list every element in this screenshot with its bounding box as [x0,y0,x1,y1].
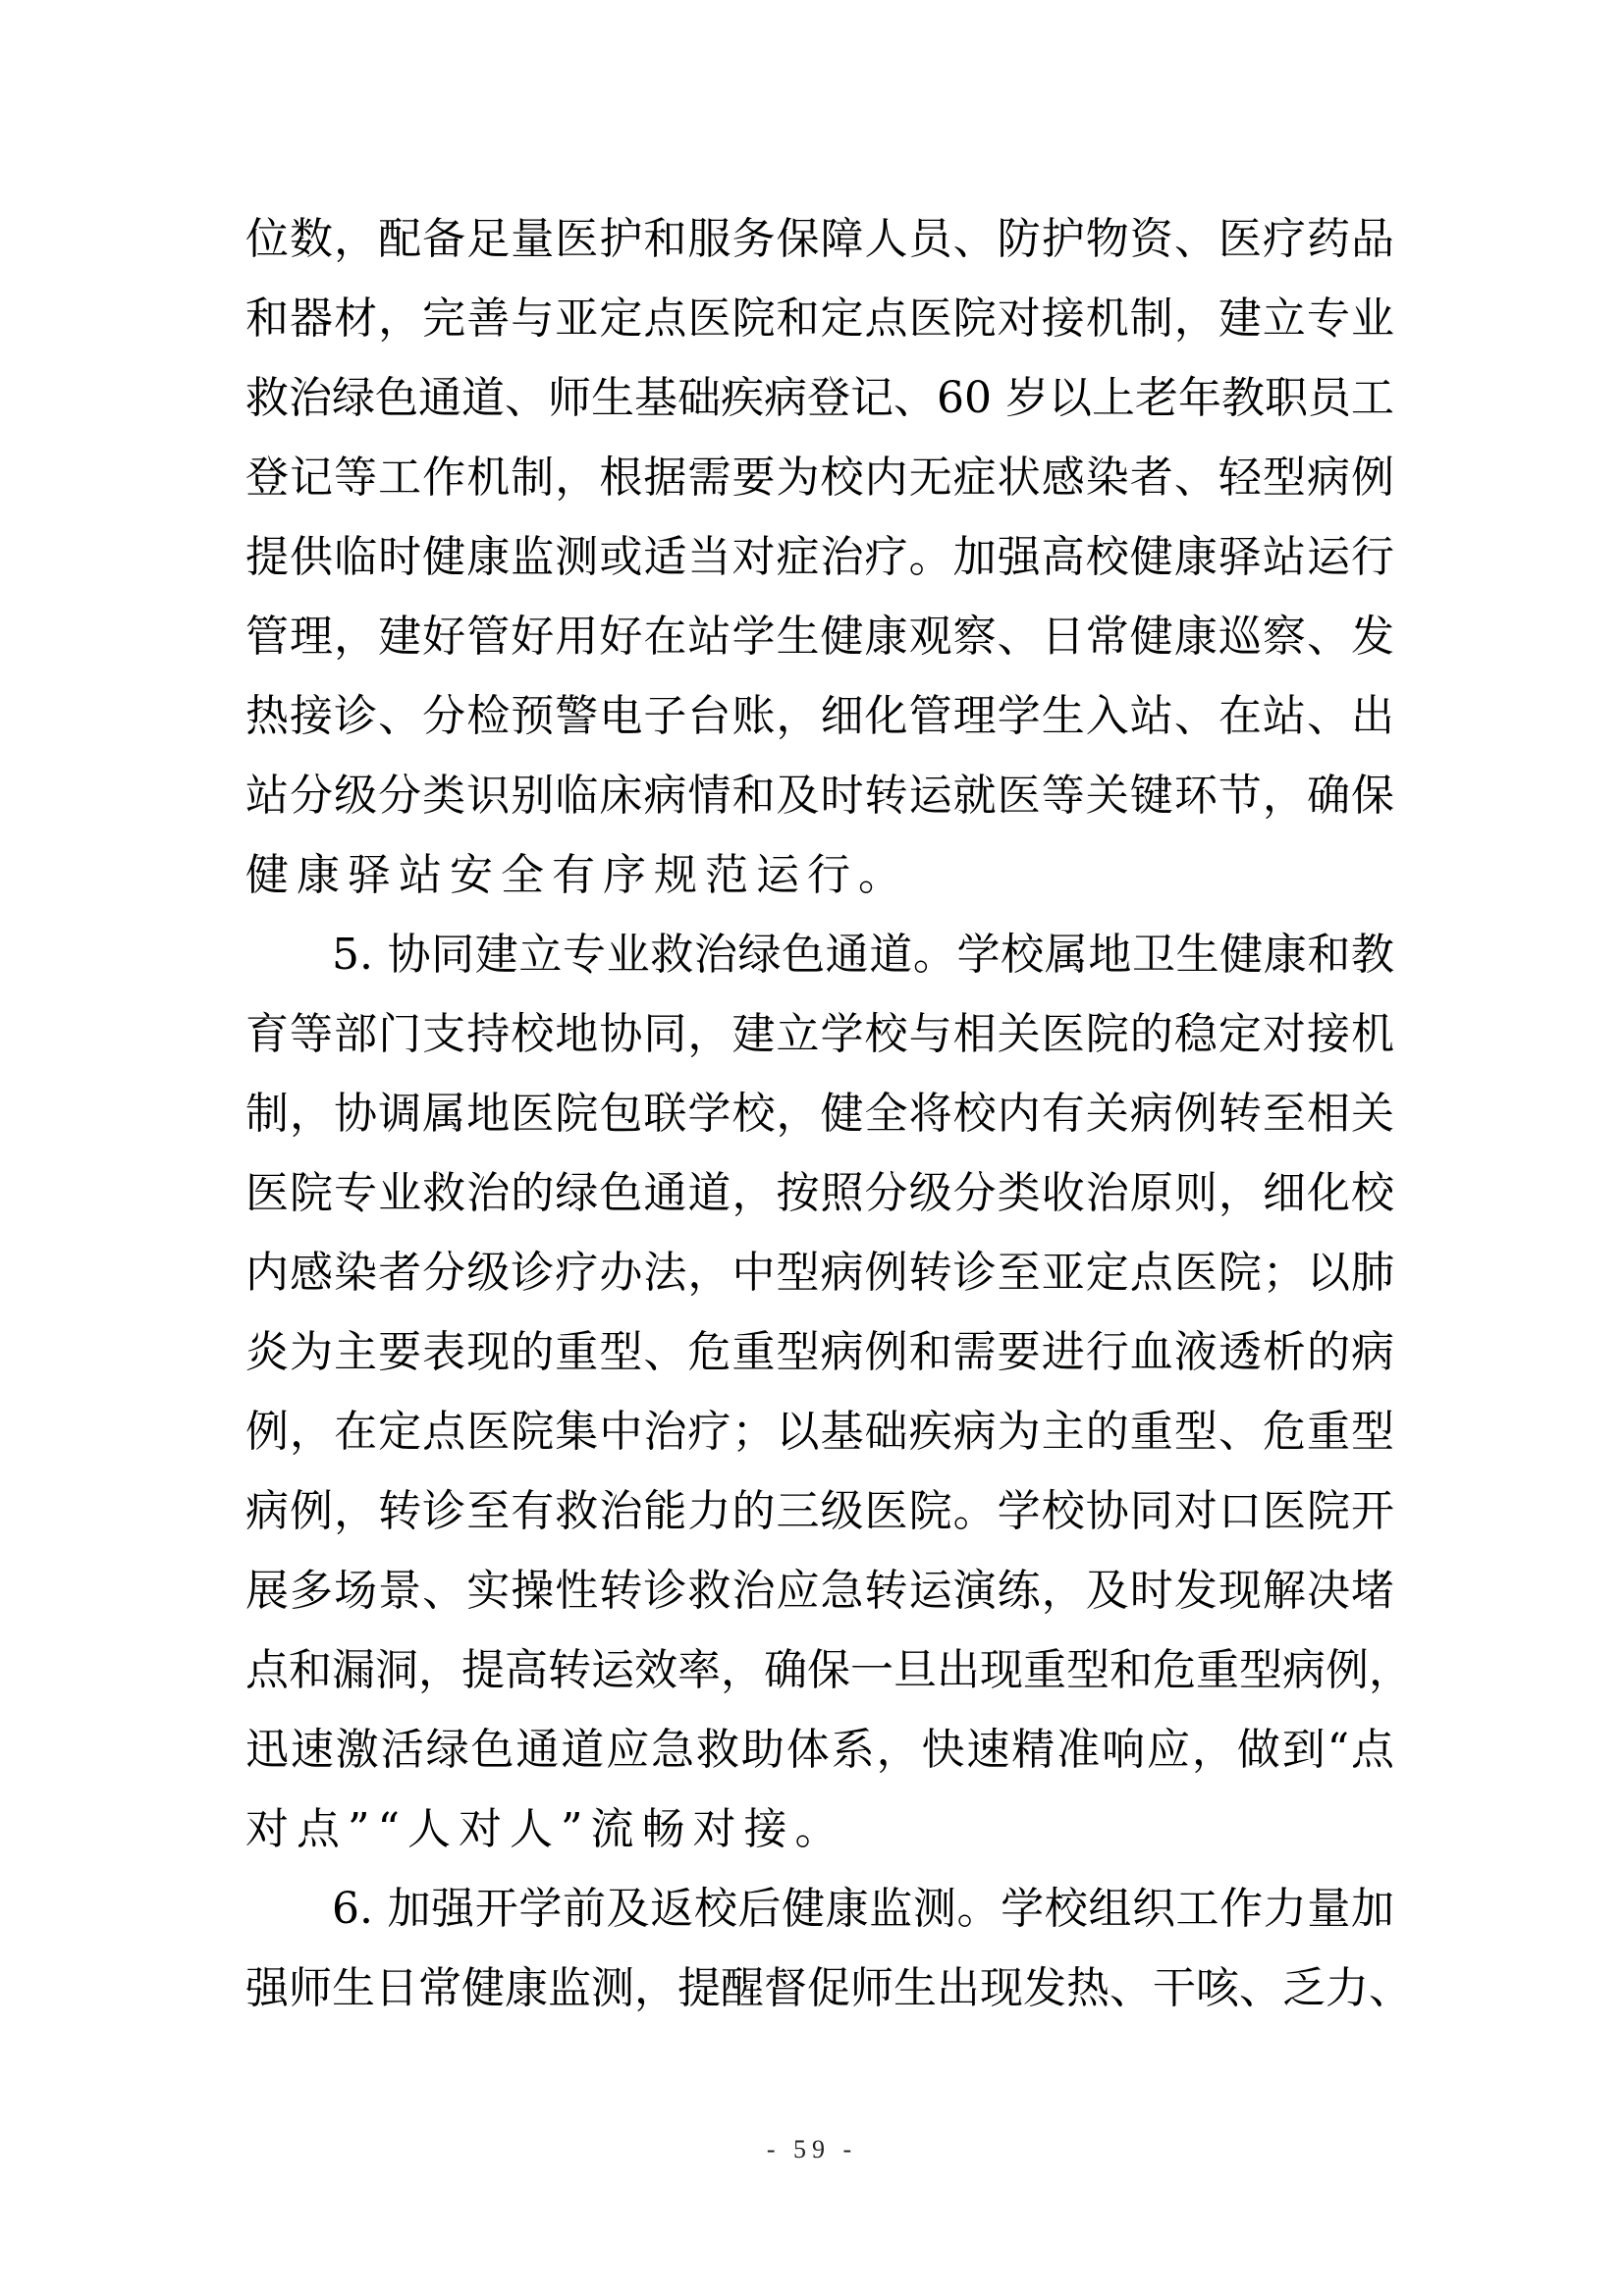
text-line: 医院专业救治的绿色通道，按照分级分类收治原则，细化校 [245,1168,1394,1218]
text-line: 内感染者分级诊疗办法，中型病例转诊至亚定点医院；以肺 [245,1248,1394,1298]
paragraph-heading-line: 5. 协同建立专业救治绿色通道。学校属地卫生健康和教 [332,930,1394,980]
text-line: 迅速激活绿色通道应急救助体系，快速精准响应，做到“点 [245,1725,1394,1775]
text-line: 育等部门支持校地协同，建立学校与相关医院的稳定对接机 [245,1009,1394,1059]
text-line: 对点”“人对人”流畅对接。 [245,1804,846,1854]
text-line: 强师生日常健康监测，提醒督促师生出现发热、干咳、乏力、 [245,1963,1412,2013]
text-line: 登记等工作机制，根据需要为校内无症状感染者、轻型病例 [245,453,1394,503]
text-line: 健康驿站安全有序规范运行。 [245,850,909,900]
text-line: 位数，配备足量医护和服务保障人员、防护物资、医疗药品 [245,214,1394,264]
text-line: 提供临时健康监测或适当对症治疗。加强高校健康驿站运行 [245,532,1394,582]
text-line: 热接诊、分检预警电子台账，细化管理学生入站、在站、出 [245,691,1394,741]
text-line: 炎为主要表现的重型、危重型病例和需要进行血液透析的病 [245,1327,1394,1377]
text-line: 制，协调属地医院包联学校，健全将校内有关病例转至相关 [245,1089,1394,1139]
text-line: 例，在定点医院集中治疗；以基础疾病为主的重型、危重型 [245,1407,1394,1457]
text-line: 管理，建好管好用好在站学生健康观察、日常健康巡察、发 [245,612,1394,662]
page-number: - 59 - [766,2135,858,2163]
text-line: 展多场景、实操性转诊救治应急转运演练，及时发现解决堵 [245,1566,1394,1616]
paragraph-heading-line: 6. 加强开学前及返校后健康监测。学校组织工作力量加 [332,1884,1394,1934]
text-line: 病例，转诊至有救治能力的三级医院。学校协同对口医院开 [245,1486,1394,1536]
text-line: 点和漏洞，提高转运效率，确保一旦出现重型和危重型病例， [245,1645,1412,1695]
text-line: 站分级分类识别临床病情和及时转运就医等关键环节，确保 [245,771,1394,821]
text-line: 救治绿色通道、师生基础疾病登记、60 岁以上老年教职员工 [245,373,1394,423]
text-line: 和器材，完善与亚定点医院和定点医院对接机制，建立专业 [245,294,1394,344]
